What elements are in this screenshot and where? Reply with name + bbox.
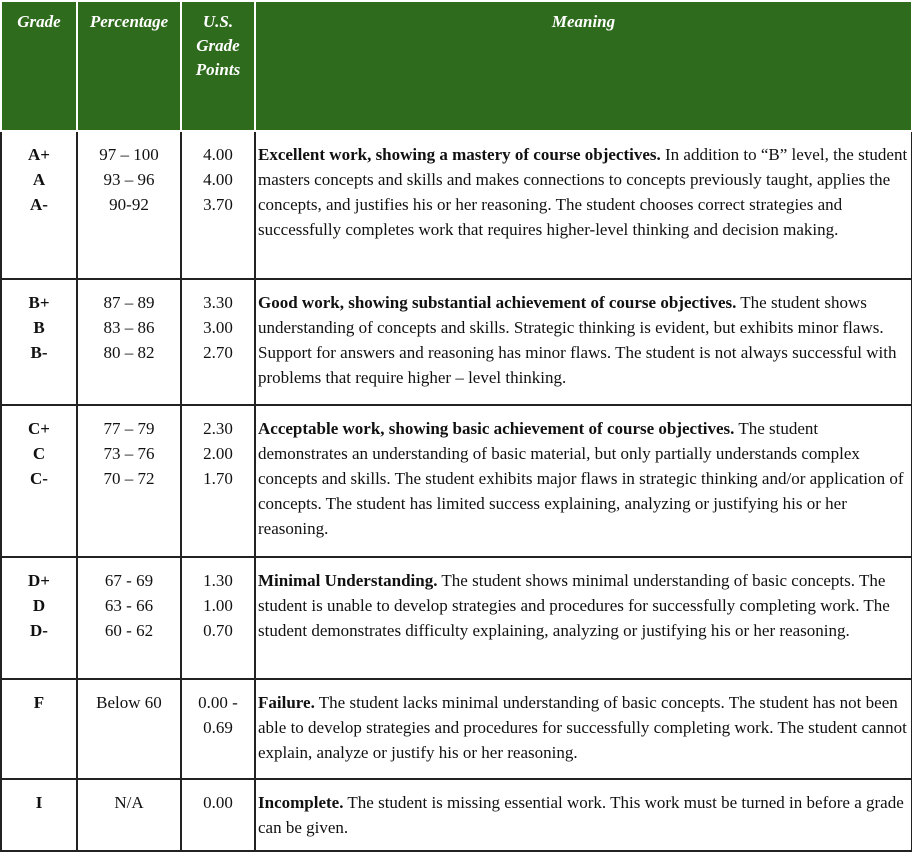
grade-value: B+ [28, 293, 50, 312]
percentage-cell [77, 279, 181, 405]
table-row [1, 405, 912, 557]
percentage-value: 77 – 79 [103, 419, 155, 438]
points-value: 0.70 [203, 621, 233, 640]
header-percentage: Percentage [77, 1, 181, 131]
grade-value: I [35, 793, 43, 812]
meaning-cell [255, 679, 912, 779]
table-row [1, 131, 912, 279]
meaning-cell [255, 405, 912, 557]
grade-value: B [33, 318, 45, 337]
grade-value: D+ [28, 571, 50, 590]
points-value: 0.00 [203, 793, 233, 812]
table-row [1, 279, 912, 405]
percentage-cell [77, 679, 181, 779]
percentage-value: 83 – 86 [103, 318, 155, 337]
header-points-line: U.S. [202, 12, 234, 31]
header-grade-points [181, 1, 255, 131]
meaning-title: Failure. [258, 693, 315, 712]
points-value: 3.30 [203, 293, 233, 312]
table-row [1, 679, 912, 779]
points-value: 2.30 [203, 419, 233, 438]
meaning-cell [255, 779, 912, 851]
grade-value: C+ [28, 419, 50, 438]
header-grade: Grade [1, 1, 77, 131]
header-row [1, 1, 912, 131]
points-cell [181, 779, 255, 851]
grade-value: A+ [28, 145, 50, 164]
points-cell [181, 405, 255, 557]
points-cell [181, 557, 255, 679]
header-meaning: Meaning [255, 1, 912, 131]
meaning-title: Acceptable work, showing basic achievement of course objectives. [258, 419, 735, 438]
percentage-value: 60 - 62 [104, 621, 154, 640]
table-row [1, 557, 912, 679]
meaning-description: The student lacks minimal understanding of basic concepts. The student has not been able to develop strategies and procedures for successfully completing work. The student cannot explain, analyze or justify his or her reasoning. [258, 693, 907, 762]
grade-value: A [32, 170, 46, 189]
percentage-value: 87 – 89 [103, 293, 155, 312]
percentage-cell [77, 405, 181, 557]
percentage-value: 70 – 72 [103, 469, 155, 488]
meaning-title: Incomplete. [258, 793, 344, 812]
meaning-description: The student shows minimal understanding of basic concepts. The student is unable to develop strategies and procedures for successfully completing work. The student demonstrates difficulty explaining, analyzing or justifying his or her reasoning. [258, 571, 890, 640]
meaning-description: The student demonstrates an understanding of basic material, but only partially understands complex concepts and skills. The student exhibits major flaws in strategic thinking and/or application of concepts. The student has limited success explaining, analyzing or justifying his or her reasoning. [258, 419, 904, 538]
grade-value: D [32, 596, 46, 615]
meaning-description: The student shows understanding of concepts and skills. Strategic thinking is evident, but exhibits minor flaws. Support for answers and reasoning has minor flaws. The student is not always successful with problems that require higher – level thinking. [258, 293, 897, 387]
meaning-cell [255, 557, 912, 679]
meaning-title: Good work, showing substantial achievement of course objectives. [258, 293, 737, 312]
grade-cell [1, 279, 77, 405]
percentage-value: 80 – 82 [103, 343, 155, 362]
points-value: 1.00 [203, 596, 233, 615]
points-value: 2.00 [203, 444, 233, 463]
header-points-line: Points [195, 60, 241, 79]
percentage-value: 90-92 [109, 195, 149, 214]
grade-value: A- [30, 195, 48, 214]
points-value: 4.00 [203, 170, 233, 189]
points-value: 4.00 [203, 145, 233, 164]
meaning-title: Excellent work, showing a mastery of course objectives. [258, 145, 661, 164]
percentage-value: 93 – 96 [103, 170, 155, 189]
percentage-cell [77, 779, 181, 851]
points-cell [181, 279, 255, 405]
meaning-cell [255, 131, 912, 279]
grade-value: C- [30, 469, 48, 488]
percentage-cell [77, 557, 181, 679]
percentage-value: 67 - 69 [104, 571, 154, 590]
grade-value: B- [30, 343, 48, 362]
points-value: 2.70 [203, 343, 233, 362]
points-value: 3.70 [203, 195, 233, 214]
points-cell [181, 131, 255, 279]
grade-cell [1, 679, 77, 779]
percentage-value: 63 - 66 [104, 596, 154, 615]
meaning-title: Minimal Understanding. [258, 571, 438, 590]
points-cell [181, 679, 255, 779]
points-value: 0.69 [203, 718, 233, 737]
points-value: 1.70 [203, 469, 233, 488]
grade-cell [1, 405, 77, 557]
percentage-value: 73 – 76 [103, 444, 155, 463]
meaning-cell [255, 279, 912, 405]
grade-value: C [32, 444, 46, 463]
meaning-description: The student is missing essential work. This work must be turned in before a grade can be given. [258, 793, 904, 837]
grade-cell [1, 779, 77, 851]
grade-cell [1, 557, 77, 679]
points-value: 3.00 [203, 318, 233, 337]
header-points-line: Grade [196, 36, 240, 55]
percentage-cell [77, 131, 181, 279]
grade-value: F [33, 693, 45, 712]
grade-cell [1, 131, 77, 279]
points-value: 1.30 [203, 571, 233, 590]
percentage-value: 97 – 100 [99, 145, 159, 164]
meaning-description: In addition to “B” level, the student masters concepts and skills and makes connections to concepts previously taught, applies the concepts, and justifies his or her reasoning. The student chooses correct strategies and successfully completes work that requires higher-level thinking and decision making. [258, 145, 908, 239]
grade-value: D- [30, 621, 48, 640]
points-value: 0.00 - [198, 693, 238, 712]
percentage-value: Below 60 [96, 693, 162, 712]
table-row [1, 779, 912, 851]
percentage-value: N/A [114, 793, 144, 812]
